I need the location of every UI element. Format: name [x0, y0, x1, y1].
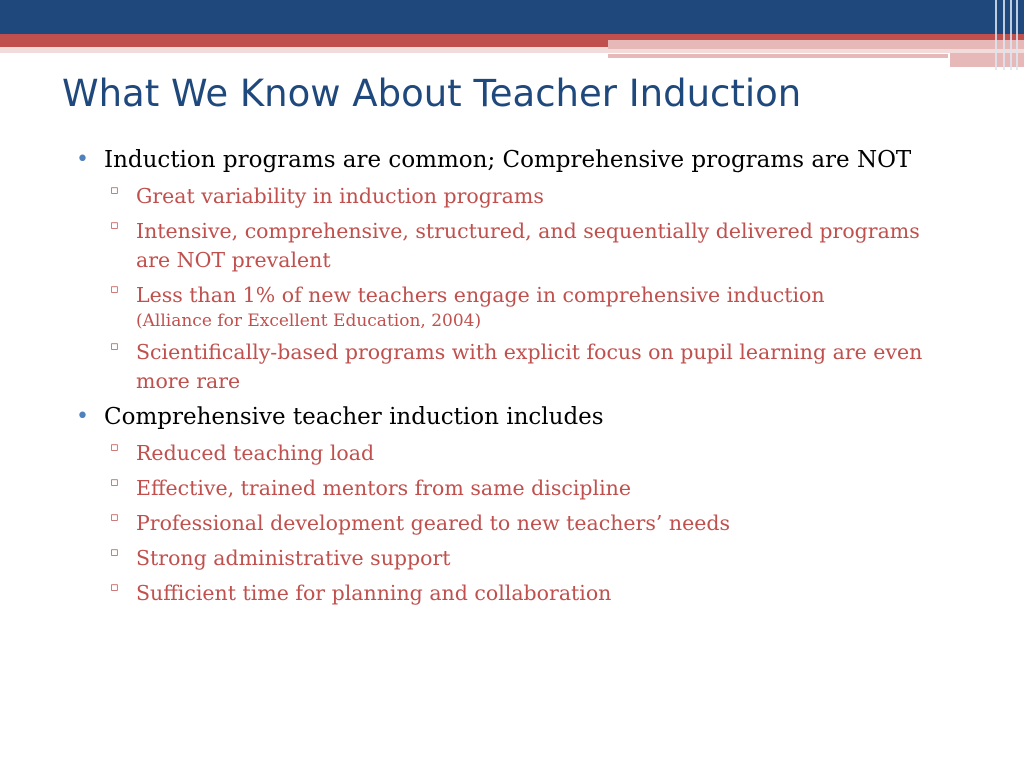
bullet-dot-icon: • [76, 404, 89, 429]
bullet-item [76, 145, 956, 396]
slide-body [76, 145, 956, 614]
square-bullet-icon: ▫ [110, 218, 119, 233]
sub-bullet-text: Professional development geared to new teachers’ needs [136, 511, 731, 535]
sub-bullet-text: Scientifically-based programs with explicit focus on pupil learning are even more rare [136, 340, 923, 393]
bullet-item [76, 402, 956, 608]
header-navy-band [0, 0, 1024, 34]
sub-bullet-text: Intensive, comprehensive, structured, and sequentially delivered programs are NOT prevalent [136, 219, 920, 272]
square-bullet-icon: ▫ [110, 440, 119, 455]
sub-bullet-text: Great variability in induction programs [136, 184, 544, 208]
sub-bullet-text: Sufficient time for planning and collaboration [136, 581, 612, 605]
sub-bullet-text: Less than 1% of new teachers engage in comprehensive induction [136, 283, 825, 307]
sub-bullet-item [104, 474, 956, 503]
header-accent-line [608, 54, 948, 58]
bullet-dot-icon: • [76, 147, 89, 172]
sub-bullet-item [104, 182, 956, 211]
square-bullet-icon: ▫ [110, 475, 119, 490]
header-accent-band [608, 40, 1024, 49]
bullet-text: Induction programs are common; Comprehensive programs are NOT [104, 147, 912, 173]
square-bullet-icon: ▫ [110, 183, 119, 198]
sub-bullet-item [104, 338, 956, 396]
header-vertical-line [1016, 0, 1018, 70]
citation: (Alliance for Excellent Education, 2004) [136, 311, 482, 331]
square-bullet-icon: ▫ [110, 282, 119, 297]
sub-bullet-item [104, 217, 956, 275]
sub-bullet-item [104, 281, 956, 332]
sub-bullet-text: Strong administrative support [136, 546, 451, 570]
sub-bullet-item [104, 509, 956, 538]
square-bullet-icon: ▫ [110, 510, 119, 525]
slide-title: What We Know About Teacher Induction [62, 72, 802, 115]
sub-bullet-item [104, 579, 956, 608]
header-vertical-line [1010, 0, 1012, 70]
sub-bullet-text: Effective, trained mentors from same discipline [136, 476, 631, 500]
sub-bullet-text: Reduced teaching load [136, 441, 375, 465]
sub-bullet-list [104, 439, 956, 608]
sub-bullet-item [104, 439, 956, 468]
sub-bullet-list [104, 182, 956, 396]
bullet-text: Comprehensive teacher induction includes [104, 404, 604, 430]
header-vertical-line [1003, 0, 1005, 70]
bullet-list [76, 145, 956, 608]
square-bullet-icon: ▫ [110, 580, 119, 595]
header-vertical-line [995, 0, 997, 70]
header-accent-tail [950, 53, 1024, 67]
square-bullet-icon: ▫ [110, 339, 119, 354]
sub-bullet-item [104, 544, 956, 573]
square-bullet-icon: ▫ [110, 545, 119, 560]
